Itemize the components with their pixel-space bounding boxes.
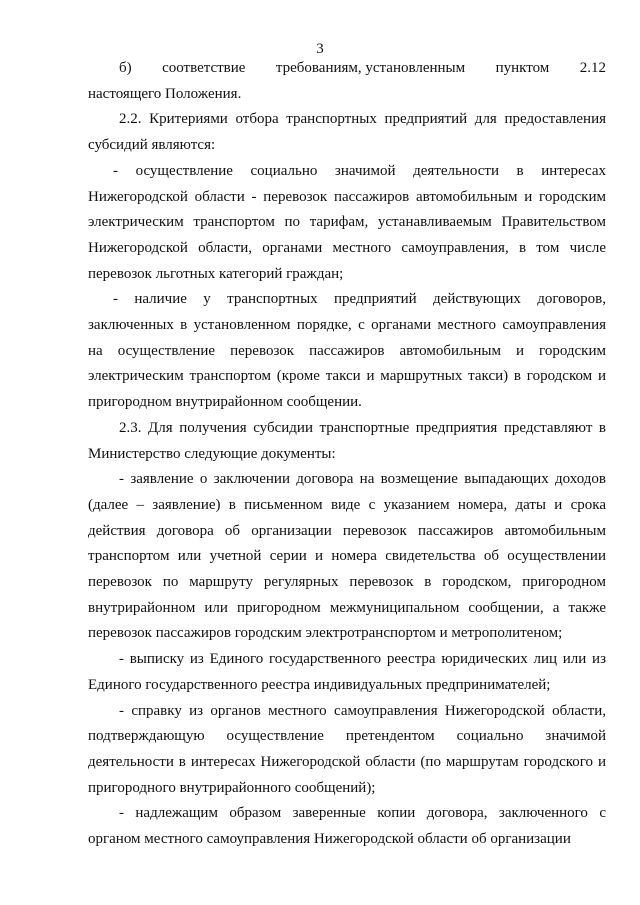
word: требованиям, установленным xyxy=(275,60,466,76)
criteria-item-1: - осуществление социально значимой деятельности в интересах Нижегородской области - перевозок пассажиров автомобильным и городским электрическим транспортом по тарифам, устанавливаемым Правительством Нижегородской области, органами местного самоуправления, в том числе перевозок льготных категорий граждан; xyxy=(88,162,606,282)
word: б) xyxy=(119,60,132,76)
criteria-item-2: - наличие у транспортных предприятий действующих договоров, заключенных в установленном порядке, с органами местного самоуправления на осуществление перевозок пассажиров автомобильным и городским электрическим транспортом (кроме такси и маршрутных такси) в городском и пригородном внутрирайонном сообщении. xyxy=(88,291,606,411)
document-item-4: - надлежащим образом заверенные копии договора, заключенного с органом местного самоуправления Нижегородской области об организации xyxy=(88,805,606,848)
document-body xyxy=(88,56,606,853)
word: соответствие xyxy=(162,60,246,76)
word: 2.12 xyxy=(579,60,606,76)
document-item-3: - справку из органов местного самоуправления Нижегородской области, подтверждающую осуществление претендентом социально значимой деятельности в интересах Нижегородской области (по маршрутам городского и пригородного внутрирайонного сообщений); xyxy=(88,702,606,796)
document-item-1: - заявление о заключении договора на возмещение выпадающих доходов (далее – заявление) в письменном виде с указанием номера, даты и срока действия договора об организации перевозок пассажиров автомобильным транспортом или учетной серии и номера свидетельства об осуществлении перевозок по маршруту регулярных перевозок в городском, пригородном внутрирайонном или пригородном межмуниципальном сообщении, а также перевозок пассажиров городским электротранспортом и метрополитеном; xyxy=(88,471,606,642)
paragraph-b-continuation: настоящего Положения. xyxy=(88,85,242,102)
document-item-2: - выписку из Единого государственного реестра юридических лиц или из Единого государственного реестра индивидуальных предпринимателей; xyxy=(88,651,606,693)
paragraph-2-3: 2.3. Для получения субсидии транспортные предприятия представляют в Министерство следующие документы: xyxy=(88,419,606,462)
paragraph-b-line xyxy=(88,56,606,82)
word: пунктом xyxy=(495,60,550,76)
page-number: 3 xyxy=(316,41,324,57)
paragraph-2-2: 2.2. Критериями отбора транспортных предприятий для предоставления субсидий являются: xyxy=(88,111,606,154)
